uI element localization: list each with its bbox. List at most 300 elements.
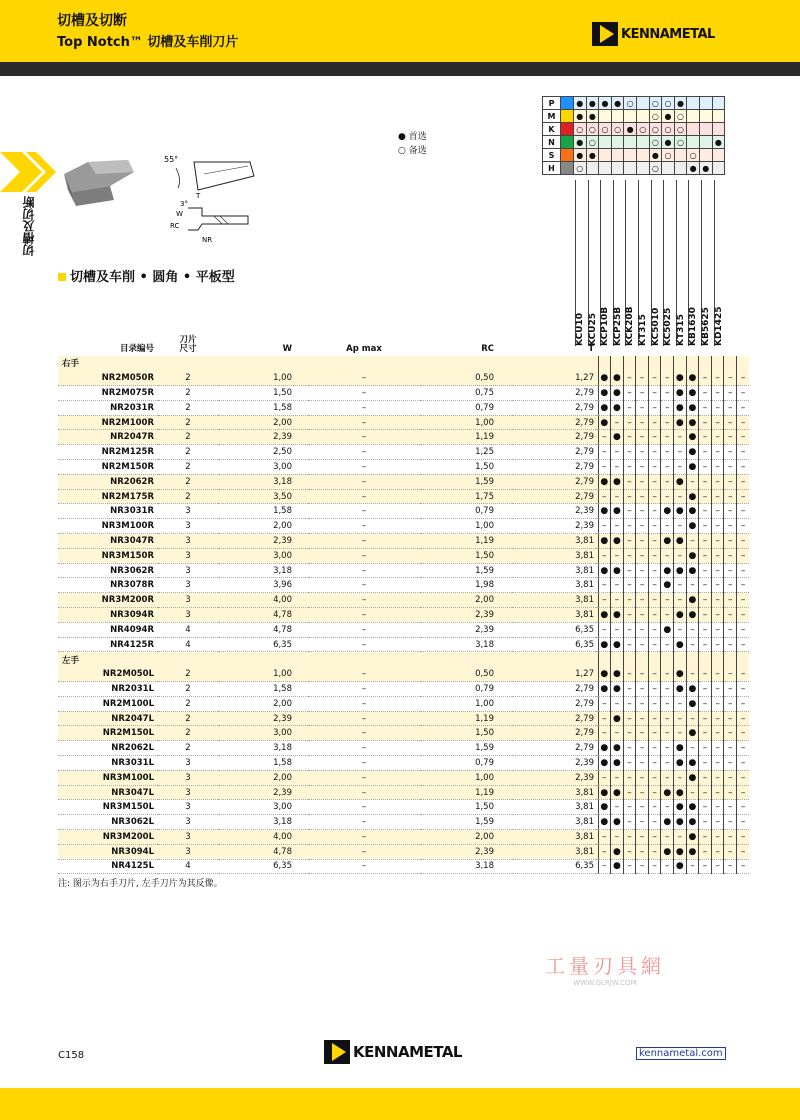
grade-cell: –	[648, 770, 661, 785]
website-link[interactable]: kennametal.com	[636, 1047, 726, 1060]
rc-value: 1,50	[420, 460, 512, 475]
dim-rc: RC	[170, 222, 180, 230]
material-code: P	[543, 97, 561, 110]
rc-value: 2,39	[420, 622, 512, 637]
grade-cell: –	[623, 534, 636, 549]
ap-max-value: –	[308, 637, 420, 652]
material-code: S	[543, 149, 561, 162]
legend-preferred: ● 首选	[398, 132, 427, 142]
grade-cell: –	[623, 696, 636, 711]
grade-cell: –	[611, 696, 624, 711]
grade-cell: –	[674, 548, 687, 563]
ap-max-value: –	[308, 534, 420, 549]
diagram-label: NR	[202, 236, 213, 244]
material-grade-cell	[611, 136, 624, 149]
grade-cell: –	[636, 741, 649, 756]
grade-cell: –	[674, 622, 687, 637]
grade-cell: –	[737, 815, 750, 830]
material-grade-cell	[636, 136, 649, 149]
grade-cell: –	[648, 756, 661, 771]
t-value: 6,35	[512, 859, 596, 874]
grade-cell: ●	[598, 415, 611, 430]
grade-cell: –	[699, 844, 712, 859]
grade-cell: –	[711, 415, 724, 430]
insert-size: 3	[158, 519, 218, 534]
grade-cell: ●	[686, 548, 699, 563]
grade-cell: –	[737, 741, 750, 756]
rc-value: 1,19	[420, 534, 512, 549]
catalog-number: NR2M150L	[58, 726, 158, 741]
material-grade-cell	[586, 162, 599, 175]
grade-cell: –	[648, 504, 661, 519]
grade-cell: –	[648, 519, 661, 534]
table-row	[58, 815, 749, 830]
grade-header: KT315	[675, 314, 686, 346]
grade-cell: –	[648, 460, 661, 475]
grade-cell: –	[711, 667, 724, 682]
material-grade-cell: ○	[611, 123, 624, 136]
material-code: K	[543, 123, 561, 136]
grade-cell: –	[623, 400, 636, 415]
grade-cell: ●	[686, 460, 699, 475]
material-grade-cell: ○	[574, 123, 587, 136]
insert-size: 2	[158, 400, 218, 415]
material-grade-cell: ○	[649, 97, 662, 110]
material-grade-cell: ●	[574, 149, 587, 162]
page-subtitle: Top Notch™ 切槽及车削刀片	[57, 35, 239, 50]
material-grade-cell	[687, 123, 700, 136]
grade-cell: –	[648, 696, 661, 711]
grade-cell: –	[737, 667, 750, 682]
grade-cell: ●	[674, 667, 687, 682]
catalog-number: NR2M175R	[58, 489, 158, 504]
grade-cell: –	[623, 830, 636, 845]
grade-cell: –	[699, 711, 712, 726]
chevron-right-icon	[0, 152, 60, 192]
width-value: 2,50	[218, 445, 308, 460]
table-row	[58, 741, 749, 756]
grade-cell: –	[724, 400, 737, 415]
grade-cell	[737, 356, 750, 371]
material-grade-cell	[636, 110, 649, 123]
grade-cell: –	[711, 371, 724, 386]
material-grade-cell: ●	[662, 136, 675, 149]
width-value: 3,00	[218, 726, 308, 741]
width-value: 2,00	[218, 770, 308, 785]
grade-cell: ●	[686, 726, 699, 741]
catalog-number: NR2031R	[58, 400, 158, 415]
grade-cell: ●	[674, 815, 687, 830]
material-grade-cell	[624, 162, 637, 175]
grade-cell: –	[661, 741, 674, 756]
width-value: 1,58	[218, 756, 308, 771]
grade-cell: ●	[674, 608, 687, 623]
width-value: 4,78	[218, 608, 308, 623]
grade-cell: –	[623, 667, 636, 682]
ap-max-value: –	[308, 756, 420, 771]
width-value: 2,39	[218, 534, 308, 549]
grade-cell: –	[636, 859, 649, 874]
grade-cell: ●	[674, 859, 687, 874]
grade-cell: –	[674, 696, 687, 711]
grade-cell: ●	[598, 667, 611, 682]
grade-cell: –	[737, 830, 750, 845]
grade-cell: –	[636, 667, 649, 682]
t-value: 1,27	[512, 667, 596, 682]
grade-cell: –	[598, 519, 611, 534]
grade-cell: –	[598, 844, 611, 859]
ap-max-value: –	[308, 667, 420, 682]
grade-cell: –	[686, 711, 699, 726]
grade-cell: ●	[611, 371, 624, 386]
grade-cell: –	[699, 415, 712, 430]
grade-cell: –	[648, 667, 661, 682]
grade-cell: –	[711, 859, 724, 874]
grade-cell: –	[699, 667, 712, 682]
grade-cell: –	[648, 608, 661, 623]
grade-cell: –	[724, 534, 737, 549]
width-value: 2,39	[218, 430, 308, 445]
table-row	[58, 548, 749, 563]
grade-cell: –	[737, 460, 750, 475]
grade-cell: –	[648, 726, 661, 741]
page-title: 切槽及切断	[57, 13, 127, 29]
catalog-number: NR2M100R	[58, 415, 158, 430]
material-grade-cell	[699, 136, 712, 149]
grade-cell: –	[636, 800, 649, 815]
grade-cell: –	[623, 756, 636, 771]
grade-cell: –	[737, 430, 750, 445]
grade-header: KC5010	[650, 307, 661, 346]
catalog-number: NR2062L	[58, 741, 158, 756]
grade-cell	[711, 356, 724, 371]
material-grade-cell	[712, 149, 725, 162]
grade-cell: –	[611, 460, 624, 475]
grade-cell: –	[623, 445, 636, 460]
group-header-row	[58, 356, 749, 371]
table-row	[58, 667, 749, 682]
grade-cell: –	[623, 548, 636, 563]
grade-cell: –	[674, 445, 687, 460]
grade-cell: ●	[674, 682, 687, 697]
grade-cell: –	[699, 371, 712, 386]
grade-cell: –	[623, 608, 636, 623]
grade-cell: –	[623, 726, 636, 741]
grade-cell: –	[661, 519, 674, 534]
rc-value: 1,75	[420, 489, 512, 504]
insert-size: 3	[158, 548, 218, 563]
grade-cell: ●	[686, 563, 699, 578]
table-row	[58, 578, 749, 593]
grade-cell: ●	[611, 504, 624, 519]
ap-max-value: –	[308, 726, 420, 741]
grade-cell: –	[623, 785, 636, 800]
grade-cell: –	[623, 371, 636, 386]
material-grade-cell: ○	[662, 149, 675, 162]
grade-cell: –	[699, 460, 712, 475]
grade-cell	[661, 652, 674, 667]
ap-max-value: –	[308, 622, 420, 637]
grade-cell	[598, 356, 611, 371]
catalog-number: NR3M200L	[58, 830, 158, 845]
material-grade-cell: ○	[624, 97, 637, 110]
material-grade-cell	[599, 162, 612, 175]
grade-cell: –	[623, 563, 636, 578]
grade-cell: ●	[674, 386, 687, 401]
table-row	[58, 400, 749, 415]
material-grade-cell: ○	[649, 136, 662, 149]
grade-cell: ●	[661, 815, 674, 830]
insert-size: 3	[158, 504, 218, 519]
t-value: 3,81	[512, 785, 596, 800]
width-value: 6,35	[218, 637, 308, 652]
material-grade-cell	[636, 162, 649, 175]
grade-cell: ●	[661, 504, 674, 519]
table-row	[58, 711, 749, 726]
catalog-number: NR3M150L	[58, 800, 158, 815]
catalog-number: NR2M150R	[58, 460, 158, 475]
ap-max-value: –	[308, 386, 420, 401]
table-row	[58, 519, 749, 534]
table-row	[58, 489, 749, 504]
width-value: 3,00	[218, 460, 308, 475]
grade-cell: ●	[598, 785, 611, 800]
material-grade-cell	[712, 97, 725, 110]
insert-size: 3	[158, 593, 218, 608]
rc-value: 0,50	[420, 371, 512, 386]
grade-cell: ●	[598, 682, 611, 697]
grade-cell: –	[737, 696, 750, 711]
catalog-number: NR2M075R	[58, 386, 158, 401]
grade-cell: ●	[686, 415, 699, 430]
grade-cell: –	[661, 711, 674, 726]
page-number: C158	[58, 1050, 85, 1061]
width-value: 3,50	[218, 489, 308, 504]
material-grade-cell: ○	[649, 162, 662, 175]
table-row	[58, 800, 749, 815]
grade-cell: –	[661, 830, 674, 845]
grade-cell: –	[699, 756, 712, 771]
grade-cell: –	[699, 830, 712, 845]
grade-cell: –	[699, 400, 712, 415]
material-grade-cell	[662, 162, 675, 175]
material-grade-cell: ●	[586, 97, 599, 110]
rc-value: 2,39	[420, 608, 512, 623]
insert-size: 2	[158, 430, 218, 445]
kennametal-k-icon	[324, 1040, 350, 1064]
catalog-number: NR3094R	[58, 608, 158, 623]
width-value: 4,00	[218, 593, 308, 608]
material-color-swatch	[561, 136, 574, 149]
catalog-number: NR3031L	[58, 756, 158, 771]
grade-cell: –	[598, 622, 611, 637]
width-value: 2,39	[218, 711, 308, 726]
grade-cell: –	[737, 563, 750, 578]
material-color-swatch	[561, 110, 574, 123]
grade-cell: ●	[686, 608, 699, 623]
material-grade-cell: ○	[649, 110, 662, 123]
grade-cell: ●	[686, 800, 699, 815]
grade-cell: –	[711, 489, 724, 504]
ap-max-value: –	[308, 608, 420, 623]
ap-max-value: –	[308, 415, 420, 430]
ap-max-value: –	[308, 400, 420, 415]
rc-value: 3,18	[420, 859, 512, 874]
catalog-number: NR3M100R	[58, 519, 158, 534]
grade-cell: ●	[686, 830, 699, 845]
width-value: 3,18	[218, 741, 308, 756]
rc-value: 0,79	[420, 400, 512, 415]
grade-cell: –	[636, 622, 649, 637]
insert-size: 3	[158, 830, 218, 845]
t-value: 2,79	[512, 400, 596, 415]
grade-cell: –	[674, 489, 687, 504]
insert-size: 3	[158, 756, 218, 771]
material-grade-cell: ●	[674, 97, 687, 110]
grade-cell	[724, 652, 737, 667]
rc-value: 0,79	[420, 504, 512, 519]
grade-cell: –	[648, 548, 661, 563]
grade-cell: –	[737, 415, 750, 430]
grade-cell: –	[711, 800, 724, 815]
ap-max-value: –	[308, 682, 420, 697]
insert-size: 2	[158, 682, 218, 697]
grade-cell: ●	[674, 371, 687, 386]
grade-cell: –	[648, 830, 661, 845]
grade-cell: –	[611, 445, 624, 460]
insert-size: 2	[158, 667, 218, 682]
grade-cell: –	[661, 608, 674, 623]
grade-cell: –	[623, 504, 636, 519]
material-grade-cell	[699, 110, 712, 123]
material-row-h	[543, 162, 725, 175]
ap-max-value: –	[308, 711, 420, 726]
ap-max-value: –	[308, 741, 420, 756]
material-grade-cell: ○	[674, 110, 687, 123]
material-grade-cell: ●	[574, 97, 587, 110]
grade-cell: –	[699, 386, 712, 401]
grade-cell: –	[636, 637, 649, 652]
grade-cell: –	[648, 430, 661, 445]
catalog-number: NR3047L	[58, 785, 158, 800]
table-row	[58, 696, 749, 711]
grade-cell: ●	[611, 563, 624, 578]
grade-cell: ●	[611, 741, 624, 756]
grade-cell: –	[636, 711, 649, 726]
grade-cell: –	[737, 859, 750, 874]
insert-size: 3	[158, 844, 218, 859]
grade-cell: –	[737, 578, 750, 593]
grade-cell: –	[623, 637, 636, 652]
t-value: 2,79	[512, 460, 596, 475]
section-title: 切槽及车削 • 圆角 • 平板型	[58, 266, 235, 285]
material-grade-cell: ●	[699, 162, 712, 175]
legend-alternate: ○ 备选	[398, 146, 427, 156]
t-value: 2,79	[512, 741, 596, 756]
grade-header: KCK20B	[625, 306, 636, 346]
grade-cell	[623, 356, 636, 371]
insert-size: 4	[158, 859, 218, 874]
grade-cell	[623, 652, 636, 667]
grade-cell: –	[636, 504, 649, 519]
grade-cell: ●	[686, 593, 699, 608]
catalog-number: NR3047R	[58, 534, 158, 549]
material-grade-cell	[624, 110, 637, 123]
grade-cell: –	[636, 785, 649, 800]
header-band	[0, 62, 800, 76]
table-row	[58, 682, 749, 697]
width-value: 1,00	[218, 371, 308, 386]
grade-cell: –	[724, 519, 737, 534]
grade-cell: –	[674, 593, 687, 608]
grade-cell: –	[636, 726, 649, 741]
material-grade-cell	[599, 149, 612, 162]
grade-cell: –	[686, 785, 699, 800]
ap-max-value: –	[308, 474, 420, 489]
grade-cell: –	[636, 445, 649, 460]
insert-size: 2	[158, 741, 218, 756]
catalog-number: NR4125R	[58, 637, 158, 652]
catalog-number: NR2M100L	[58, 696, 158, 711]
grade-cell: –	[737, 711, 750, 726]
rc-value: 1,50	[420, 800, 512, 815]
catalog-number: NR2M050R	[58, 371, 158, 386]
grade-cell: –	[711, 474, 724, 489]
grade-cell: ●	[686, 445, 699, 460]
insert-size: 2	[158, 460, 218, 475]
ap-max-value: –	[308, 785, 420, 800]
grade-cell: –	[724, 667, 737, 682]
grade-cell: –	[636, 489, 649, 504]
grade-cell: –	[699, 474, 712, 489]
grade-cell: ●	[598, 608, 611, 623]
insert-size: 3	[158, 563, 218, 578]
t-value: 6,35	[512, 622, 596, 637]
material-grade-cell: ○	[687, 149, 700, 162]
grade-cell: –	[724, 371, 737, 386]
grade-cell: –	[711, 504, 724, 519]
ap-max-value: –	[308, 563, 420, 578]
grade-cell: –	[711, 563, 724, 578]
material-grade-cell: ●	[712, 136, 725, 149]
table-row	[58, 593, 749, 608]
grade-cell: –	[648, 386, 661, 401]
grade-cell: –	[724, 386, 737, 401]
material-grade-cell: ○	[674, 136, 687, 149]
material-row-p	[543, 97, 725, 110]
catalog-number: NR3078R	[58, 578, 158, 593]
t-value: 2,79	[512, 726, 596, 741]
grade-cell: ●	[674, 400, 687, 415]
grade-cell: ●	[598, 474, 611, 489]
table-row	[58, 504, 749, 519]
grade-cell: ●	[686, 770, 699, 785]
material-grade-cell: ○	[662, 123, 675, 136]
rc-value: 0,79	[420, 756, 512, 771]
grade-cell: –	[636, 830, 649, 845]
grade-cell: –	[699, 489, 712, 504]
grade-cell: –	[724, 815, 737, 830]
grade-cell: –	[711, 741, 724, 756]
grade-cell: –	[661, 637, 674, 652]
grade-cell: ●	[611, 756, 624, 771]
grade-cell: –	[636, 460, 649, 475]
grade-cell: –	[636, 415, 649, 430]
grade-cell: –	[711, 548, 724, 563]
grade-cell: ●	[674, 534, 687, 549]
width-value: 3,18	[218, 563, 308, 578]
ap-max-value: –	[308, 800, 420, 815]
